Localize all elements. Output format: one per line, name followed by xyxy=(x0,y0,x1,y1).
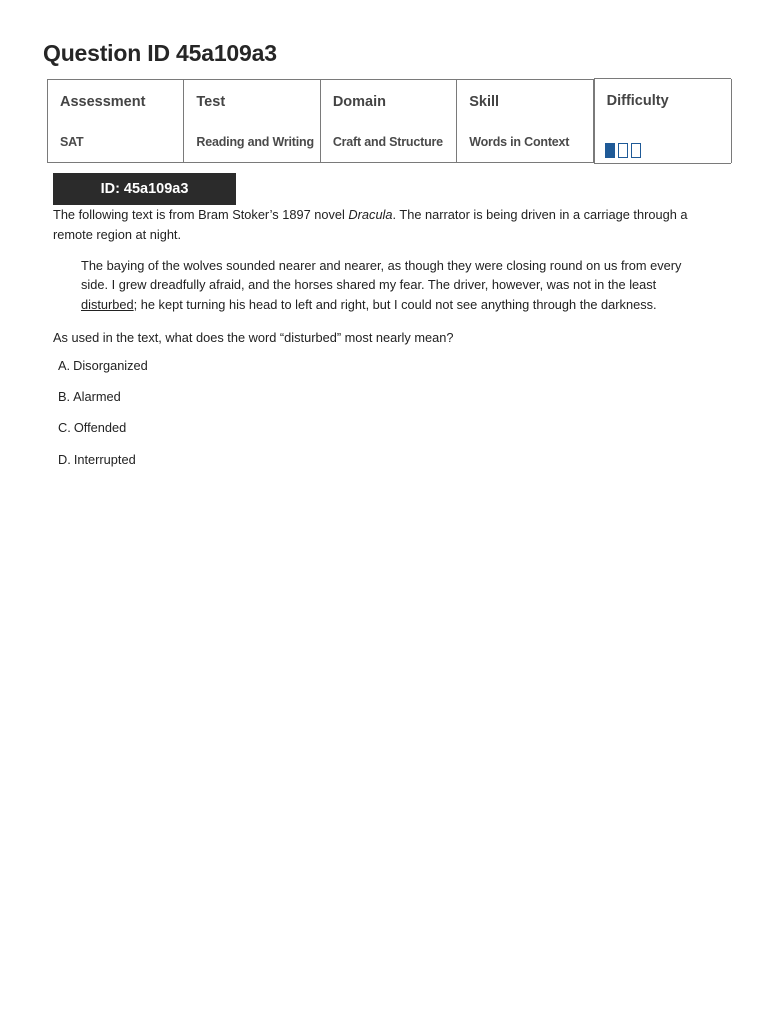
choice-a-text: Disorganized xyxy=(73,358,148,373)
meta-test-label: Test xyxy=(196,94,226,110)
meta-skill-value: Words in Context xyxy=(469,135,570,149)
choice-c-letter: C. xyxy=(58,420,71,435)
question-stem: As used in the text, what does the word “disturbed” most nearly mean? xyxy=(53,330,454,345)
meta-difficulty-label: Difficulty xyxy=(606,93,669,109)
choice-a[interactable] xyxy=(58,358,148,373)
passage-text xyxy=(81,256,706,314)
intro-text xyxy=(53,205,713,245)
meta-skill xyxy=(457,80,593,162)
underlined-word: disturbed xyxy=(81,296,134,312)
meta-assessment-label: Assessment xyxy=(60,94,146,110)
choice-b[interactable] xyxy=(58,389,121,404)
meta-test-value: Reading and Writing xyxy=(196,135,314,149)
meta-assessment xyxy=(48,80,184,162)
difficulty-bar-empty xyxy=(618,143,628,158)
choice-b-text: Alarmed xyxy=(73,389,121,404)
difficulty-indicator xyxy=(605,143,641,158)
question-id-banner: ID: 45a109a3 xyxy=(53,173,236,205)
meta-skill-label: Skill xyxy=(469,94,500,110)
meta-test xyxy=(184,80,320,162)
choice-c[interactable] xyxy=(58,420,126,435)
novel-title: Dracula xyxy=(348,207,393,222)
choice-d-text: Interrupted xyxy=(73,452,136,467)
choice-c-text: Offended xyxy=(73,420,127,435)
passage-after: ; he kept turning his head to left and right, but I could not see anything through the darkness. xyxy=(133,296,657,312)
meta-domain-value: Craft and Structure xyxy=(332,135,443,149)
choice-b-letter: B. xyxy=(58,389,71,404)
choice-a-letter: A. xyxy=(58,358,71,373)
meta-difficulty xyxy=(594,78,731,164)
difficulty-bar-empty xyxy=(631,143,641,158)
question-meta-table xyxy=(47,79,732,163)
difficulty-bar-filled xyxy=(605,143,615,158)
intro-text-after: . The narrator is being driven in a carriage through a remote region at night. xyxy=(53,207,688,242)
page-title: Question ID 45a109a3 xyxy=(43,40,277,66)
choice-d-letter: D. xyxy=(58,452,71,467)
passage-before: The baying of the wolves sounded nearer and nearer, as though they were closing round on us from every side. I grew dreadfully afraid, and the horses shared my fear. The driver, however, was not in the least xyxy=(81,258,682,293)
meta-domain-label: Domain xyxy=(332,94,386,110)
meta-domain xyxy=(321,80,457,162)
choice-d[interactable] xyxy=(58,452,136,467)
intro-text-before: The following text is from Bram Stoker’s 1897 novel xyxy=(53,207,349,222)
meta-assessment-value: SAT xyxy=(60,135,84,149)
